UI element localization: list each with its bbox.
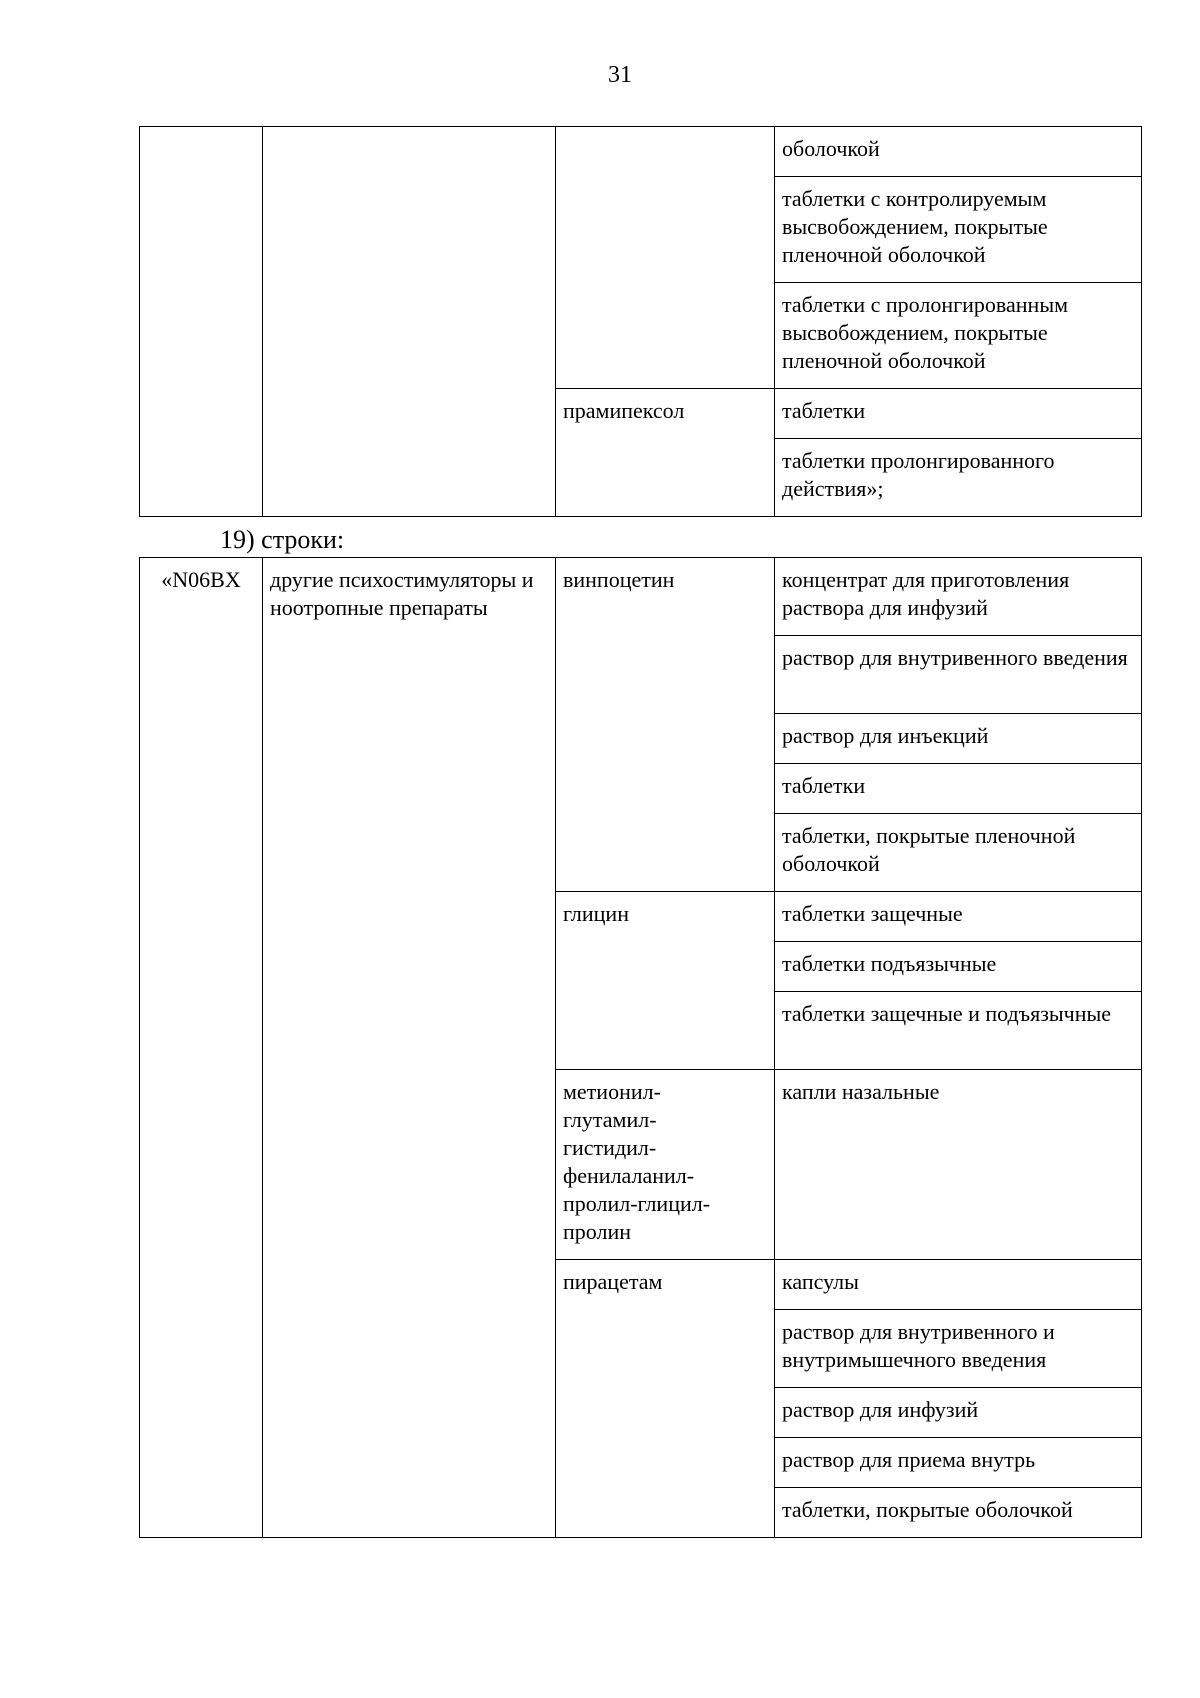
dosage-form-cell: таблетки, покрытые оболочкой <box>775 1488 1142 1538</box>
substance-name-line: метионил- <box>563 1079 661 1104</box>
dosage-form-cell: раствор для внутривенного введения <box>775 636 1142 714</box>
dosage-form-cell: оболочкой <box>775 127 1142 177</box>
page-number: 31 <box>608 62 632 88</box>
substance-name-line: пролин <box>563 1219 632 1244</box>
dosage-form-cell: раствор для приема внутрь <box>775 1438 1142 1488</box>
substance-name-line: глутамил- <box>563 1107 657 1132</box>
substance-cell: прамипексол <box>556 389 775 517</box>
substance-cell: винпоцетин <box>556 558 775 892</box>
substance-name-line: фенилаланил- <box>563 1163 695 1188</box>
dosage-form-cell: таблетки <box>775 389 1142 439</box>
dosage-form-cell: раствор для инфузий <box>775 1388 1142 1438</box>
dosage-form-cell: таблетки защечные <box>775 892 1142 942</box>
top-table <box>139 126 1142 517</box>
group-name-cell: другие психостимуляторы и ноотропные препараты <box>263 558 556 1538</box>
dosage-form-cell: таблетки, покрытые пленочной оболочкой <box>775 814 1142 892</box>
group-name-cell <box>263 127 556 517</box>
section-label: 19) строки: <box>220 525 345 554</box>
dosage-form-cell: капли назальные <box>775 1070 1142 1260</box>
dosage-form-cell: таблетки пролонгированного действия»; <box>775 439 1142 517</box>
substance-cell <box>556 1070 775 1260</box>
dosage-form-cell: концентрат для приготовления раствора для инфузий <box>775 558 1142 636</box>
dosage-form-cell: раствор для инъекций <box>775 714 1142 764</box>
substance-cell: глицин <box>556 892 775 1070</box>
dosage-form-cell: капсулы <box>775 1260 1142 1310</box>
substance-cell <box>556 127 775 389</box>
dosage-form-cell: таблетки с контролируемым высвобождением, покрытые пленочной оболочкой <box>775 177 1142 283</box>
code-cell: «N06BX <box>140 558 263 1538</box>
dosage-form-cell: таблетки защечные и подъязычные <box>775 992 1142 1070</box>
bottom-table <box>139 557 1142 1538</box>
code-cell <box>140 127 263 517</box>
dosage-form-cell: таблетки подъязычные <box>775 942 1142 992</box>
dosage-form-cell: таблетки с пролонгированным высвобождением, покрытые пленочной оболочкой <box>775 283 1142 389</box>
substance-name-line: гистидил- <box>563 1135 657 1160</box>
dosage-form-cell: таблетки <box>775 764 1142 814</box>
dosage-form-cell: раствор для внутривенного и внутримышечного введения <box>775 1310 1142 1388</box>
substance-name-line: пролил-глицил- <box>563 1191 711 1216</box>
substance-cell: пирацетам <box>556 1260 775 1538</box>
